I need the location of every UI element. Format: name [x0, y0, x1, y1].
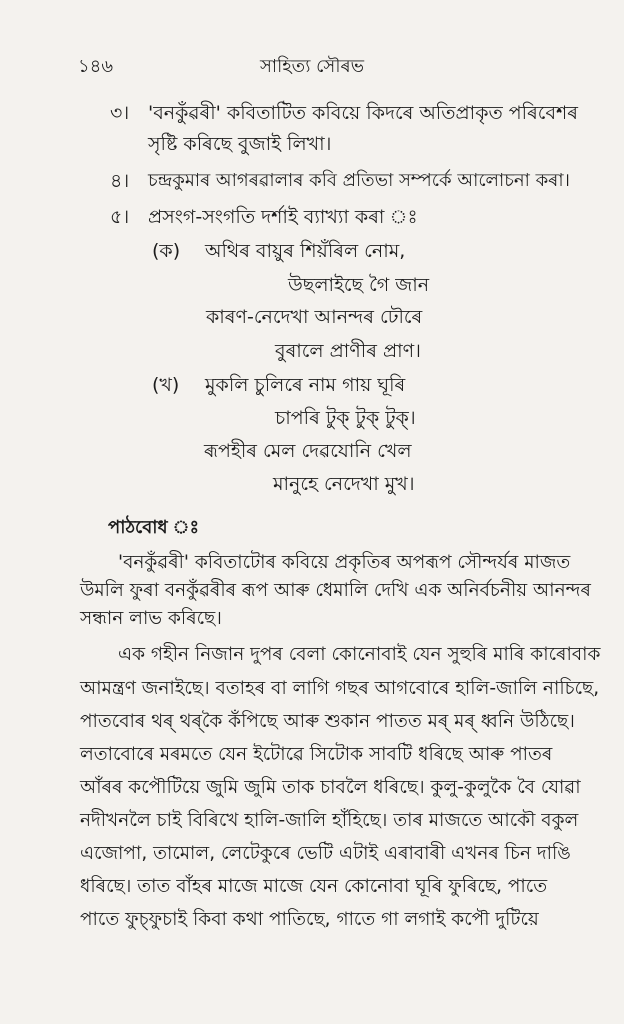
- stanza-ka-label: (ক): [152, 240, 181, 262]
- question-3-line-1: 'বনকুঁৱৰী' কবিতাটিত কবিয়ে কিদৰে অতিপ্ৰাকৃত পৰিবেশৰ: [148, 102, 578, 124]
- stanza-kha-label: (খ): [152, 374, 180, 396]
- para2-line-5: আঁৰৰ কপৌটিয়ে জুমি জুমি তাক চাবলৈ ধৰিছে। কুলু-কুলুকৈ বৈ যোৱা: [80, 777, 581, 798]
- question-number-5: ৫।: [110, 206, 130, 228]
- para2-line-8: ধৰিছে। তাত বাঁহৰ মাজে মাজে যেন কোনোবা ঘূৰি ফুৰিছে, পাতে: [80, 876, 548, 897]
- question-4-line-1: চন্দ্ৰকুমাৰ আগৰৱালাৰ কবি প্ৰতিভা সম্পৰ্কে আলোচনা কৰা।: [148, 170, 570, 191]
- para1-line-2: উমলি ফুৰা বনকুঁৱৰীৰ ৰূপ আৰু ধেমালি দেখি এক অনিৰ্বচনীয় আনন্দৰ: [80, 580, 591, 601]
- para2-line-7: এজোপা, তামোল, লেটেকুৰে ভেটি এটাই এৰাবাৰী এখনৰ চিন দাঙি: [80, 843, 571, 864]
- para2-line-9: পাতে ফুচ্‌ফুচাই কিবা কথা পাতিছে, গাতে গা লগাই কপৌ দুটিয়ে: [80, 909, 539, 930]
- question-3-line-2: সৃষ্টি কৰিছে বুজাই লিখা।: [148, 133, 332, 155]
- para2-line-6: নদীখনলৈ চাই বিৰিখে হালি-জালি হাঁহিছে। তাৰ মাজতে আকৌ বকুল: [80, 810, 579, 831]
- question-number-4: ৪।: [110, 170, 130, 192]
- stanza-kha-line-1: মুকলি চুলিৰে নাম গায় ঘূৰি: [205, 374, 406, 396]
- para2-line-3: পাতবোৰ থৰ্ থৰ্‌কৈ কঁপিছে আৰু শুকান পাতত মৰ্ মৰ্ ধ্বনি উঠিছে।: [80, 711, 575, 732]
- para1-line-3: সন্ধান লাভ কৰিছে।: [80, 608, 222, 629]
- page-number: ১৪৬: [78, 56, 114, 77]
- para2-line-4: লতাবোৰে মৰমতে যেন ইটোৱে সিটোক সাবটি ধৰিছে আৰু পাতৰ: [80, 744, 553, 765]
- stanza-ka-line-1: অথিৰ বায়ুৰ শিয়ঁৰিল নোম,: [205, 240, 406, 262]
- stanza-kha-line-4: মানুহে নেদেখা মুখ।: [273, 473, 415, 495]
- stanza-ka-line-2: উছলাইছে গৈ জান: [288, 274, 430, 296]
- para2-line-1: এক গহীন নিজান দুপৰ বেলা কোনোবাই যেন সুহুৰি মাৰি কাৰোবাক: [118, 644, 601, 665]
- section-heading: পাঠবোধ ঃ: [108, 517, 200, 538]
- para1-line-1: 'বনকুঁৱৰী' কবিতাটোৰ কবিয়ে প্ৰকৃতিৰ অপৰূপ সৌন্দৰ্যৰ মাজত: [118, 552, 571, 573]
- question-5-line-1: প্ৰসংগ-সংগতি দৰ্শাই ব্যাখ্যা কৰা ঃ: [148, 206, 418, 228]
- stanza-ka-line-3: কাৰণ-নেদেখা আনন্দৰ ঢৌৰে: [206, 306, 423, 328]
- para2-line-2: আমন্ত্ৰণ জনাইছে। বতাহৰ বা লাগি গছৰ আগবোৰে হালি-জালি নাচিছে,: [80, 678, 600, 699]
- stanza-ka-line-4: বুৰালে প্ৰাণীৰ প্ৰাণ।: [275, 340, 421, 362]
- stanza-kha-line-2: চাপৰি টুক্ টুক্ টুক্।: [275, 407, 416, 429]
- stanza-kha-line-3: ৰূপহীৰ মেল দেৱযোনি খেল: [204, 440, 412, 462]
- question-number-3: ৩।: [110, 102, 130, 124]
- running-title: সাহিত্য সৌৰভ: [259, 56, 365, 77]
